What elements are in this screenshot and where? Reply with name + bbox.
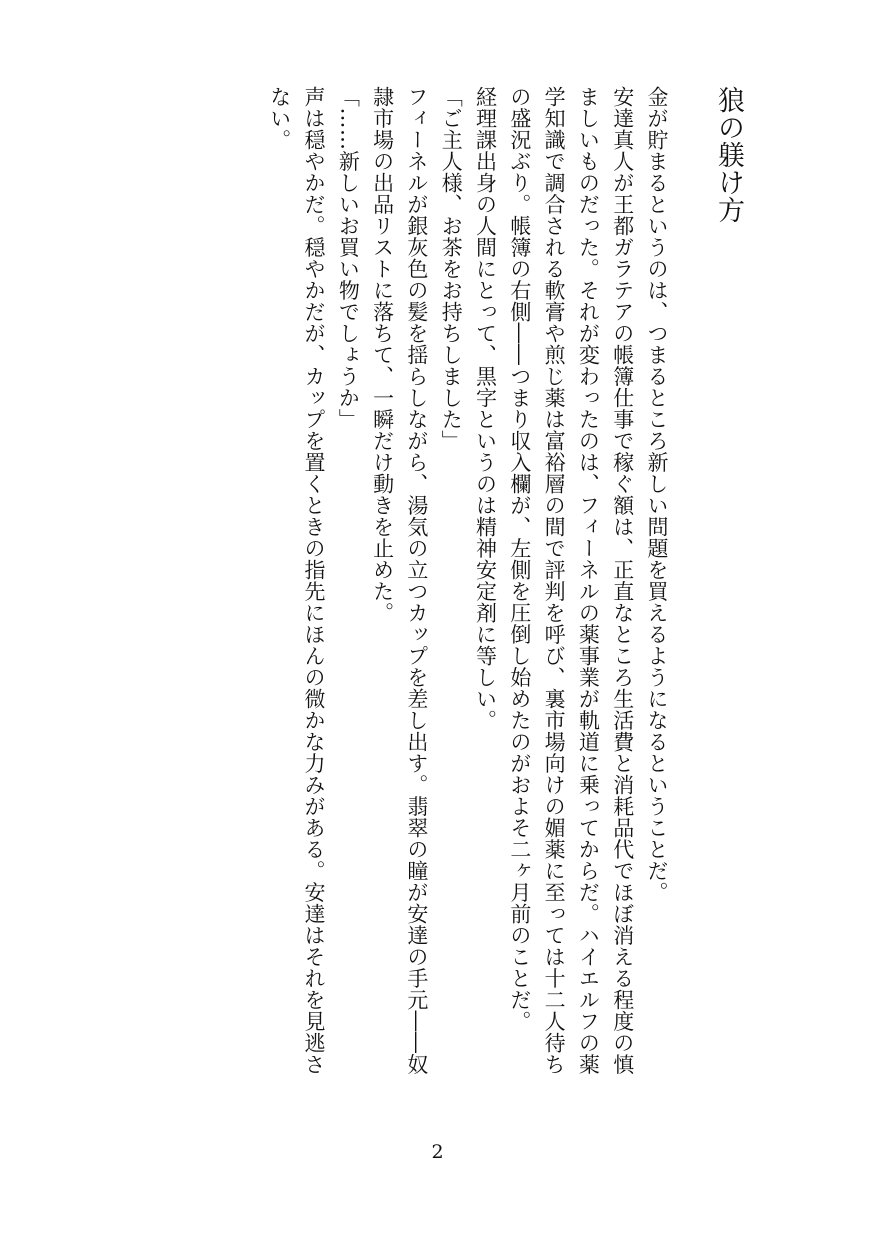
paragraph-6: 「……新しいお買い物でしょうか」 [336, 86, 361, 430]
chapter-title: 狼の躾け方 [713, 86, 744, 224]
paragraph-7: 声は穏やかだ。穏やかだが、カップを置くときの指先にほんの微かな力みがある。安達はそれを見逃さない。 [267, 86, 327, 1075]
page-number: 2 [431, 1141, 444, 1163]
vertical-text-body [262, 86, 745, 1096]
paragraph-3: 経理課出身の人間にとって、黒字というのは精神安定剤に等しい。 [473, 86, 498, 731]
paragraph-2: 安達真人が王都ガラテアの帳簿仕事で稼ぐ額は、正直なところ生活費と消耗品代でほぼ消える程度の慎ましいものだった。それが変わったのは、フィーネルの薬事業が軌道に乗ってからだ。ハイエルフの薬学知識で調合される軟膏や煎じ薬は富裕層の間で評判を呼び、裏市場向けの媚薬に至っては十二人待ちの盛況ぶり。帳簿の右側――つまり収入欄が、左側を圧倒し始めたのがおよそ二ヶ月前のことだ。 [507, 86, 635, 1075]
paragraph-5: フィーネルが銀灰色の髪を揺らしながら、湯気の立つカップを差し出す。翡翠の瞳が安達の手元――奴隷市場の出品リストに落ちて、一瞬だけ動きを止めた。 [370, 86, 429, 1075]
paragraph-1: 金が貯まるというのは、つまるところ新しい問題を買えるようになるということだ。 [645, 86, 669, 903]
paragraph-4: 「ご主人様、お茶をお持ちしました」 [439, 86, 464, 452]
